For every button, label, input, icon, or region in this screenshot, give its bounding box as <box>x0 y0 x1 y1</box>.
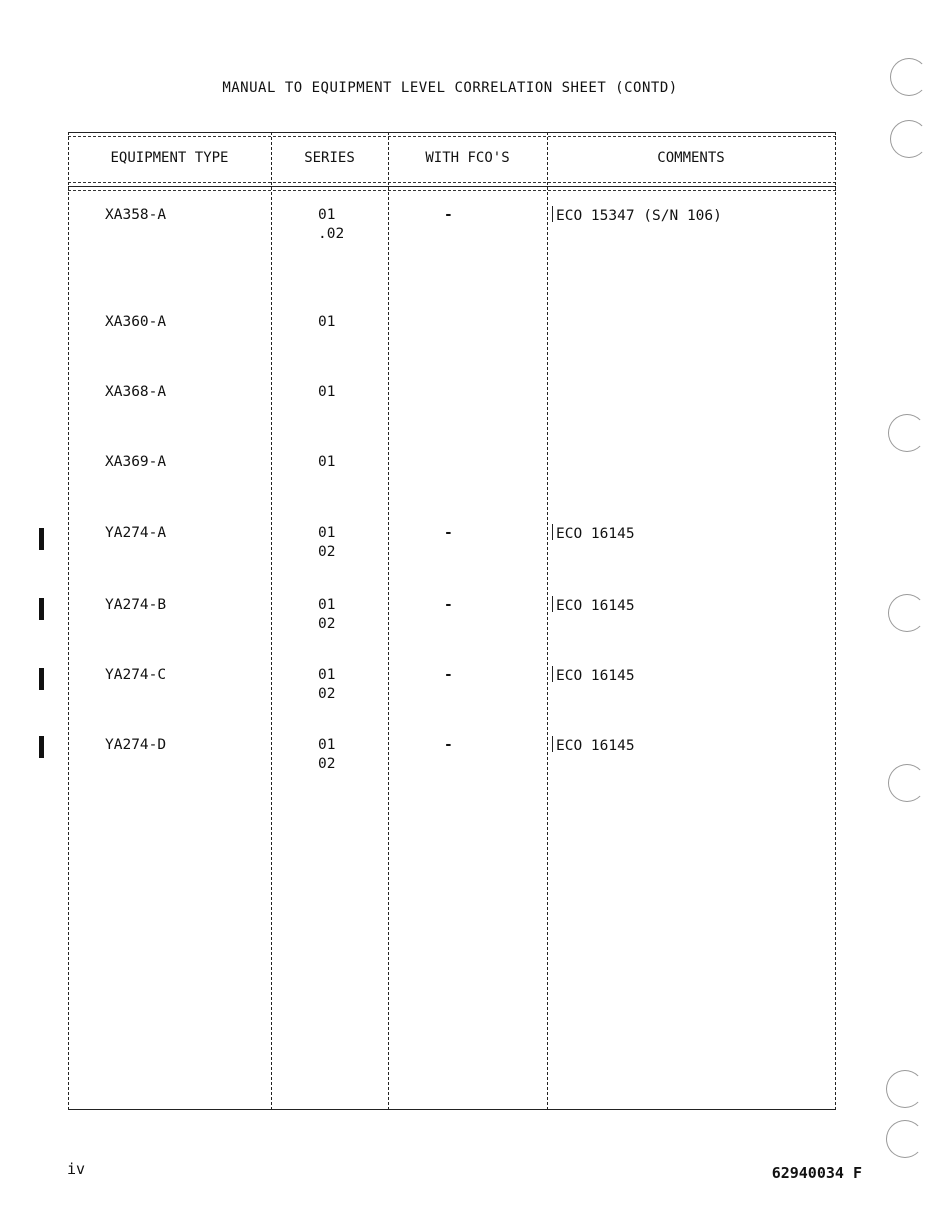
header-bottom-rule <box>68 186 836 187</box>
header-bottom-rule-2 <box>68 190 836 191</box>
equipment-type: YA274-A <box>105 525 167 541</box>
fco-value: - <box>444 207 453 223</box>
fco-value: - <box>444 667 453 683</box>
series-values: 01 02 <box>318 597 336 632</box>
comment: ECO 16145 <box>552 666 635 686</box>
equipment-type: YA274-B <box>105 597 167 613</box>
punch-hole-mark <box>886 1070 924 1108</box>
table-row <box>68 313 836 353</box>
change-bar <box>39 736 44 758</box>
correlation-table <box>68 132 836 1110</box>
series-values: 01 02 <box>318 737 336 772</box>
fco-value: - <box>444 525 453 541</box>
equipment-type: YA274-D <box>105 737 167 753</box>
comment: ECO 16145 <box>552 736 635 756</box>
table-top-rule-dashed <box>68 136 836 137</box>
series-values: 01 <box>318 314 336 330</box>
series-values: 01 <box>318 384 336 400</box>
change-bar <box>39 528 44 550</box>
punch-hole-mark <box>888 764 926 802</box>
equipment-type: YA274-C <box>105 667 167 683</box>
series-values: 01 02 <box>318 667 336 702</box>
punch-hole-mark <box>888 594 926 632</box>
punch-hole-mark <box>886 1120 924 1158</box>
equipment-type: XA360-A <box>105 314 167 330</box>
fco-value: - <box>444 597 453 613</box>
punch-hole-mark <box>890 58 928 96</box>
header-series: SERIES <box>304 150 355 166</box>
table-row <box>68 453 836 493</box>
table-row <box>68 206 836 246</box>
equipment-type: XA369-A <box>105 454 167 470</box>
header-equipment-type: EQUIPMENT TYPE <box>110 150 229 166</box>
page-number: iv <box>67 1160 86 1178</box>
comment: ECO 15347 (S/N 106) <box>552 206 722 226</box>
table-row <box>68 524 836 564</box>
fco-value: - <box>444 737 453 753</box>
table-row <box>68 736 836 776</box>
table-top-rule <box>68 132 836 133</box>
punch-hole-mark <box>888 414 926 452</box>
table-row <box>68 596 836 636</box>
punch-hole-mark <box>890 120 928 158</box>
change-bar <box>39 668 44 690</box>
equipment-type: XA368-A <box>105 384 167 400</box>
equipment-type: XA358-A <box>105 207 167 223</box>
header-comments: COMMENTS <box>657 150 725 166</box>
comment: ECO 16145 <box>552 524 635 544</box>
document-number: 62940034 F <box>771 1164 862 1182</box>
change-bar <box>39 598 44 620</box>
header-bottom-rule-dashed <box>68 182 836 183</box>
page-title: MANUAL TO EQUIPMENT LEVEL CORRELATION SHEET (CONTD) <box>222 80 678 96</box>
series-values: 01 .02 <box>318 207 345 242</box>
series-values: 01 02 <box>318 525 336 560</box>
table-row <box>68 666 836 706</box>
header-with-fcos: WITH FCO'S <box>425 150 510 166</box>
series-values: 01 <box>318 454 336 470</box>
comment: ECO 16145 <box>552 596 635 616</box>
table-row <box>68 383 836 423</box>
table-bottom-rule <box>68 1109 836 1110</box>
